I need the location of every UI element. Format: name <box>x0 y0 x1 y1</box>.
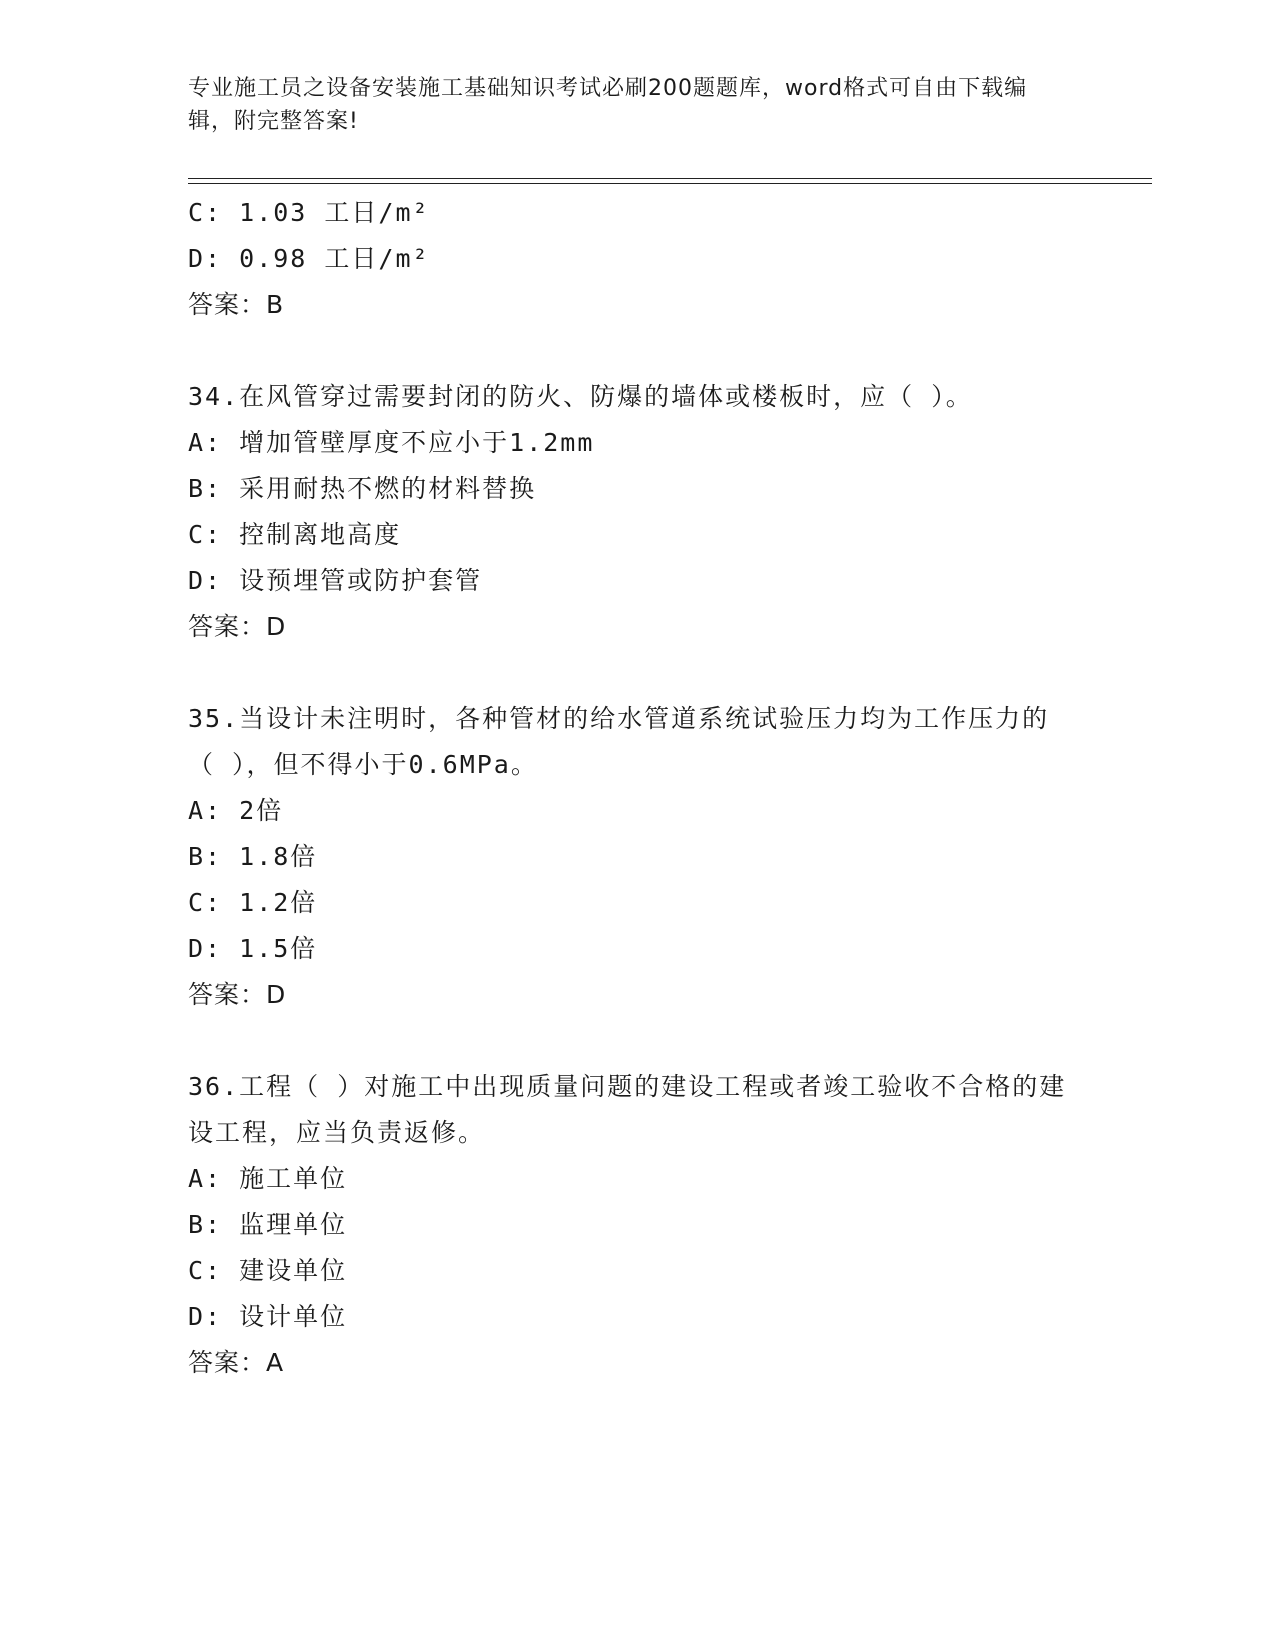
option-b: B: 监理单位 <box>188 1210 348 1239</box>
header-rule-bottom <box>188 183 1152 184</box>
question-36 <box>188 1064 1088 1386</box>
question-34 <box>188 374 1088 650</box>
option-a: A: 施工单位 <box>188 1164 348 1193</box>
question-stem: 34.在风管穿过需要封闭的防火、防爆的墙体或楼板时，应（ ）。 <box>188 382 973 411</box>
option-c: C: 1.03 工日/m² <box>188 198 430 227</box>
page-header: 专业施工员之设备安装施工基础知识考试必刷200题题库，word格式可自由下载编辑，附完整答案! <box>188 76 1028 134</box>
answer-line: 答案：D <box>188 980 287 1009</box>
header-rule-top <box>188 178 1152 179</box>
carryover-block <box>188 190 1088 328</box>
option-b: B: 1.8倍 <box>188 842 318 871</box>
option-c: C: 控制离地高度 <box>188 520 402 549</box>
option-d: D: 1.5倍 <box>188 934 318 963</box>
option-c: C: 1.2倍 <box>188 888 318 917</box>
option-a: A: 2倍 <box>188 796 284 825</box>
question-content <box>188 190 1088 1386</box>
question-stem: 35.当设计未注明时，各种管材的给水管道系统试验压力均为工作压力的（ ），但不得小于0.6MPa。 <box>188 704 1050 779</box>
answer-line: 答案：D <box>188 612 287 641</box>
spacer <box>188 650 1088 696</box>
question-stem: 36.工程（ ）对施工中出现质量问题的建设工程或者竣工验收不合格的建设工程，应当负责返修。 <box>188 1072 1067 1147</box>
option-a: A: 增加管壁厚度不应小于1.2mm <box>188 428 595 457</box>
option-c: C: 建设单位 <box>188 1256 348 1285</box>
spacer <box>188 1018 1088 1064</box>
option-d: D: 0.98 工日/m² <box>188 244 430 273</box>
option-d: D: 设预埋管或防护套管 <box>188 566 483 595</box>
answer-line: 答案：B <box>188 290 285 319</box>
spacer <box>188 328 1088 374</box>
question-35 <box>188 696 1088 1018</box>
option-b: B: 采用耐热不燃的材料替换 <box>188 474 537 503</box>
option-d: D: 设计单位 <box>188 1302 348 1331</box>
answer-line: 答案：A <box>188 1348 285 1377</box>
